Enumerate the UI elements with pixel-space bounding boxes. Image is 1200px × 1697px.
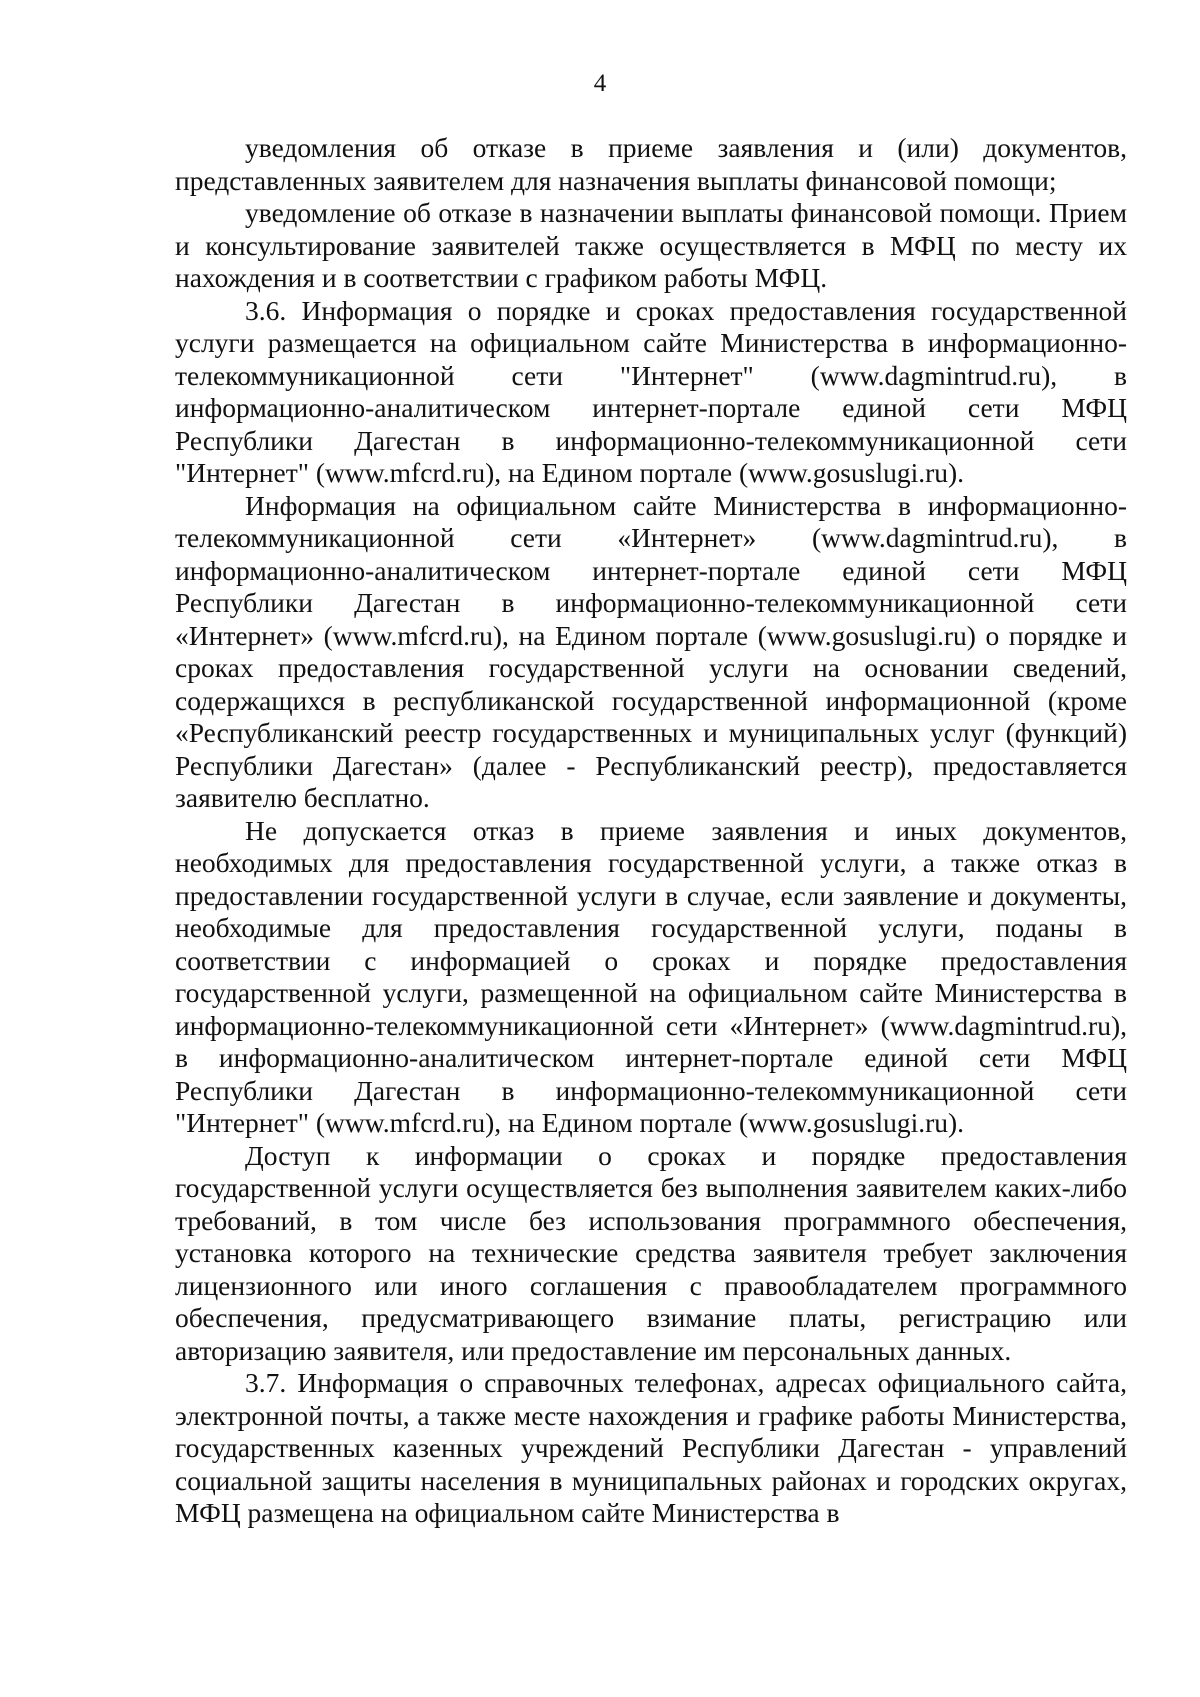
page-number: 4 bbox=[593, 70, 607, 97]
paragraph: Доступ к информации о сроках и порядке предоставления государственной услуги осуществляется без выполнения заявителем каких-либо требований, в том числе без использования программного обеспечения, установка которого на технические средства заявителя требует заключения лицензионного или иного соглашения с правообладателем программного обеспечения, предусматривающего взимание платы, регистрацию или авторизацию заявителя, или предоставление им персональных данных. bbox=[175, 1139, 1127, 1366]
paragraph: 3.6. Информация о порядке и сроках предоставления государственной услуги размещается на официальном сайте Министерства в информационно-телекоммуникационной сети "Интернет" (www.dagmintrud.ru), в информационно-аналитическом интернет-портале единой сети МФЦ Республики Дагестан в информационно-телекоммуникационной сети "Интернет" (www.mfcrd.ru), на Едином портале (www.gosuslugi.ru). bbox=[175, 294, 1127, 488]
paragraph: 3.7. Информация о справочных телефонах, адресах официального сайта, электронной почты, а также месте нахождения и графике работы Министерства, государственных казенных учреждений Республики Дагестан - управлений социальной защиты населения в муниципальных районах и городских округах, МФЦ размещена на официальном сайте Министерства в bbox=[175, 1367, 1127, 1528]
paragraph: Не допускается отказ в приеме заявления и иных документов, необходимых для предоставления государственной услуги, а также отказ в предоставлении государственной услуги в случае, если заявление и документы, необходимые для предоставления государственной услуги, поданы в соответствии с информацией о сроках и порядке предоставления государственной услуги, размещенной на официальном сайте Министерства в информационно-телекоммуникационной сети «Интернет» (www.dagmintrud.ru), в информационно-аналитическом интернет-портале единой сети МФЦ Республики Дагестан в информационно-телекоммуникационной сети "Интернет" (www.mfcrd.ru), на Едином портале (www.gosuslugi.ru). bbox=[175, 814, 1127, 1138]
document-body bbox=[175, 132, 1127, 1530]
paragraph: уведомления об отказе в приеме заявления и (или) документов, представленных заявителем для назначения выплаты финансовой помощи; bbox=[175, 132, 1127, 196]
paragraph: уведомление об отказе в назначении выплаты финансовой помощи. Прием и консультирование заявителей также осуществляется в МФЦ по месту их нахождения и в соответствии с графиком работы МФЦ. bbox=[175, 197, 1127, 293]
paragraph: Информация на официальном сайте Министерства в информационно-телекоммуникационной сети «Интернет» (www.dagmintrud.ru), в информационно-аналитическом интернет-портале единой сети МФЦ Республики Дагестан в информационно-телекоммуникационной сети «Интернет» (www.mfcrd.ru), на Едином портале (www.gosuslugi.ru) о порядке и сроках предоставления государственной услуги на основании сведений, содержащихся в республиканской государственной информационной (кроме «Республиканский реестр государственных и муниципальных услуг (функций) Республики Дагестан» (далее - Республиканский реестр), предоставляется заявителю бесплатно. bbox=[175, 489, 1127, 813]
